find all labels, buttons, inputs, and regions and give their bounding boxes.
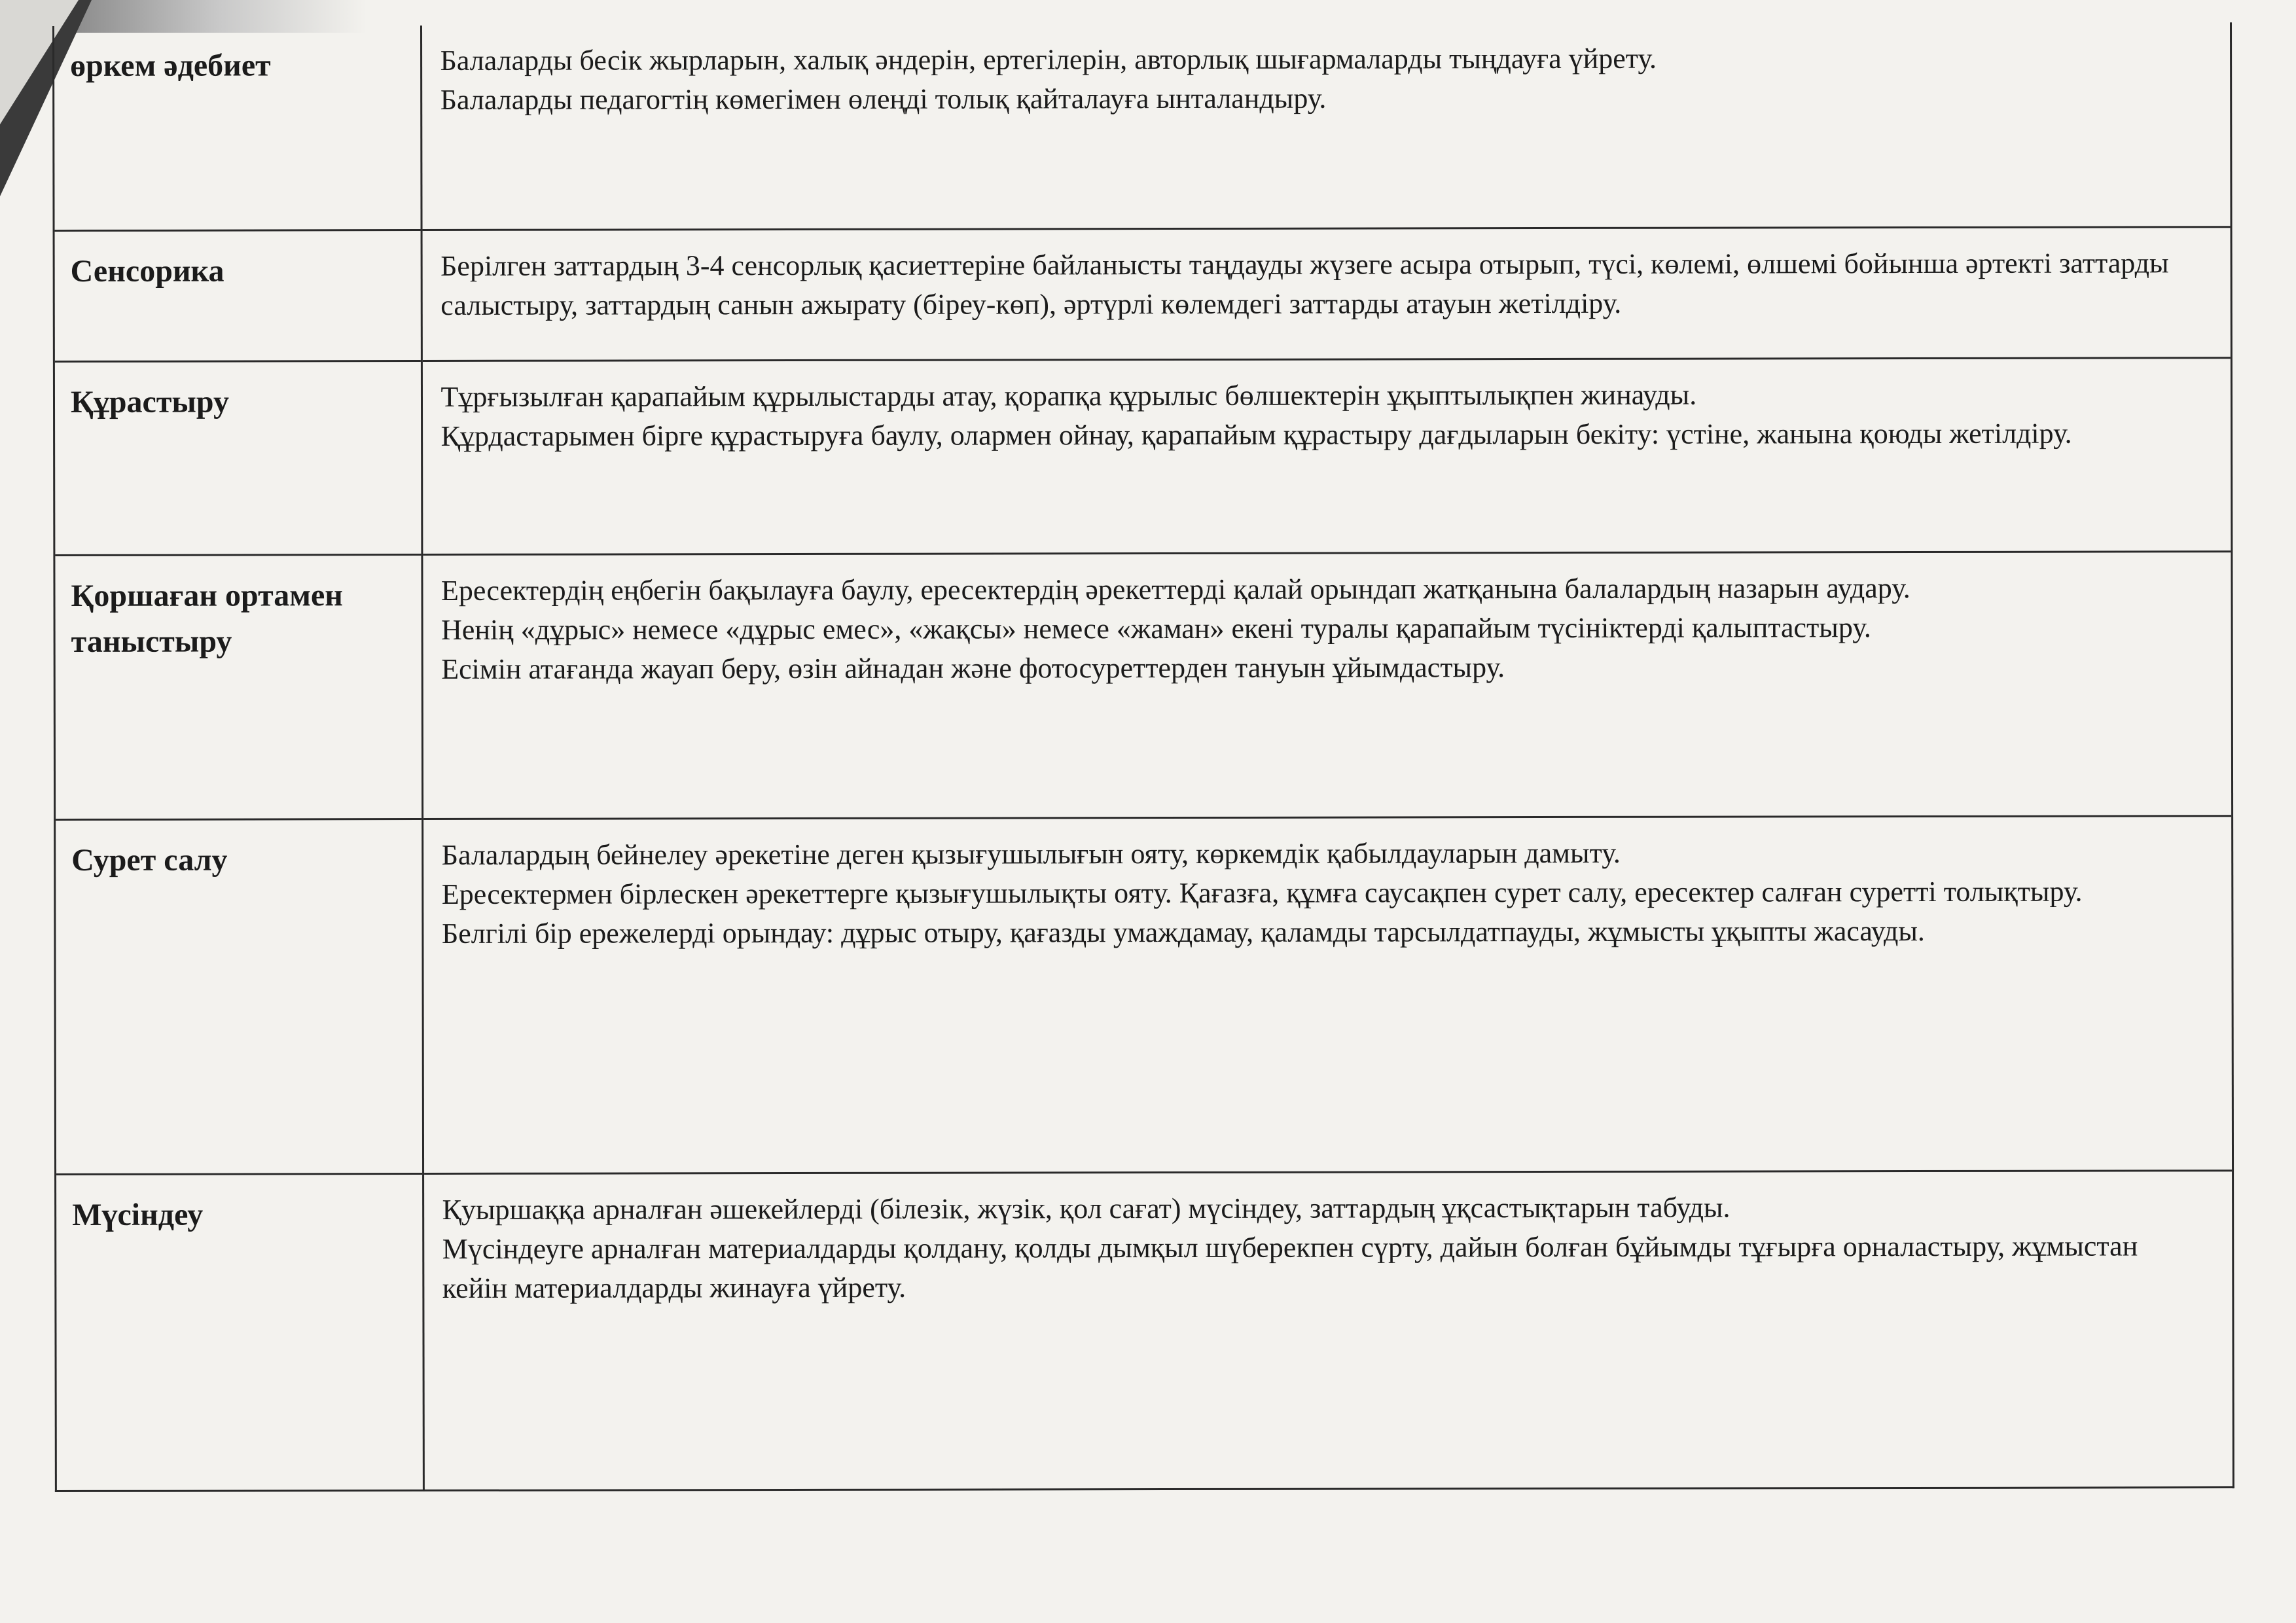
table-row [54,22,2231,230]
description-line: Белгілі бір ережелерді орындау: дұрыс отыру, қағазды умаждамау, қаламды тарсылдатпауды, жұмысты ұқыпты жасауды. [441,914,1925,950]
description-line: Құрдастарымен бірге құрастыруға баулу, олармен ойнау, қарапайым құрастыру дағдыларын бекіту: үстіне, жанына қоюды жетілдіру. [440,417,2072,452]
subject-cell: Құрастыру [55,361,422,555]
curriculum-table-frame [52,22,2234,1492]
subject-cell: Сенсорика [55,230,422,361]
description-line: Ересектермен бірлескен әрекеттерге қызығушылықты ояту. Қағазға, құмға саусақпен сурет салу, ересектер салған суретті толықтыру. [441,875,2083,910]
description-line: Балаларды бесік жырларын, халық әндерін, ертегілерін, авторлық шығармаларды тыңдауға үйрету. [440,42,1657,77]
table-row [55,357,2231,555]
subject-cell: Мүсіндеу [56,1173,423,1492]
description-cell [422,357,2231,554]
table-row [55,226,2231,361]
description-line: Балаларды педагогтің көмегімен өлеңді толық қайталауға ынталандыру. [440,82,1327,116]
subject-cell: Қоршаған ортамен таныстыру [55,554,422,819]
description-line: Мүсіндеуге арналған материалдарды қолдану, қолды дымқыл шүберекпен сүрту, дайын болған бұйымды тұғырға орналастыру, жұмыстан кейін материалдарды жинауға үйрету. [442,1229,2138,1304]
description-cell [422,226,2231,361]
subject-cell: өркем әдебиет [54,26,422,230]
description-cell [423,1170,2233,1491]
subject-cell: Сурет салу [56,819,423,1174]
description-line: Қуыршаққа арналған әшекейлерді (білезік, жүзік, қол сағат) мүсіндеу, заттардың ұқсастықтарын табуды. [442,1191,1731,1226]
description-cell [422,551,2231,819]
curriculum-table [54,22,2233,1492]
description-cell [422,815,2232,1173]
description-cell [421,22,2231,230]
description-line: Есімін атағанда жауап беру, өзін айнадан және фотосуреттерден тануын ұйымдастыру. [441,651,1505,685]
description-line: Ересектердің еңбегін бақылауға баулу, ересектердің әрекеттерді қалай орындап жатқанына балалардың назарын аудару. [440,571,1910,607]
table-row [56,815,2232,1174]
description-line: Ненің «дұрыс» немесе «дұрыс емес», «жақсы» немесе «жаман» екені туралы қарапайым түсініктерді қалыптастыру. [441,611,1871,646]
table-row [55,551,2231,819]
description-line: Балалардың бейнелеу әрекетіне деген қызығушылығын ояту, көркемдік қабылдауларын дамыту. [441,836,1621,871]
description-line: Тұрғызылған қарапайым құрылыстарды атау, қорапқа құрылыс бөлшектерін ұқыптылықпен жинауды. [440,378,1697,413]
table-row [56,1170,2233,1492]
description-line: Берілген заттардың 3-4 сенсорлық қасиеттеріне байланысты таңдауды жүзеге асыра отырып, түсі, көлемі, өлшемі бойынша әртекті заттарды салыстыру, заттардың санын ажырату (біреу-көп), әртүрлі көлемдегі заттарды атауын жетілдіру. [440,246,2169,321]
